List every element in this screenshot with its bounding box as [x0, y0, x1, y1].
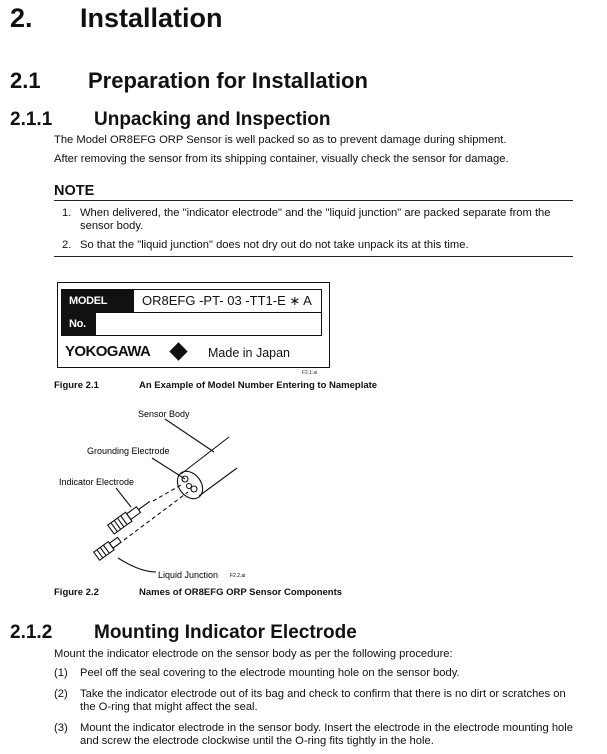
leader-line	[116, 488, 131, 507]
step-text: Take the indicator electrode out of its bag and check to confirm that there is no dirt or scratches on the O-ring that might affect the seal.	[80, 688, 566, 713]
note-bottom-rule	[54, 256, 573, 257]
figure-number: Figure 2.2	[54, 587, 99, 598]
note-top-rule	[54, 200, 573, 201]
note-title: NOTE	[54, 183, 95, 199]
brand-logo: YOKOGAWA	[65, 343, 151, 360]
procedure-step	[54, 722, 574, 748]
sensor-body-label: Sensor Body	[138, 409, 190, 419]
paragraph: The Model OR8EFG ORP Sensor is well packed so as to prevent damage during shipment.	[54, 134, 507, 146]
chapter-title: Installation	[80, 3, 223, 33]
subsection-title: Mounting Indicator Electrode	[94, 622, 357, 643]
step-number: (2)	[54, 688, 68, 700]
nameplate-number-row	[61, 312, 322, 336]
leader-line	[118, 558, 156, 572]
indicator-electrode-label: Indicator Electrode	[59, 477, 135, 487]
made-in-label: Made in Japan	[208, 346, 291, 360]
sensor-body-end	[172, 466, 208, 503]
step-number: (1)	[54, 667, 68, 679]
figure-ref: F2.1.ai	[302, 370, 318, 376]
sensor-body-edge	[181, 437, 229, 474]
model-value: OR8EFG -PT- 03 -TT1-E ∗ A	[142, 293, 312, 308]
grounding-electrode-label: Grounding Electrode	[87, 446, 170, 456]
paragraph: Mount the indicator electrode on the sensor body as per the following procedure:	[54, 648, 453, 660]
section-number: 2.1	[10, 68, 41, 93]
model-label: MODEL	[62, 290, 134, 312]
note-item-text: So that the "liquid junction" does not dry out do not take unpack its at this time.	[80, 239, 469, 251]
subsection-number: 2.1.1	[10, 109, 53, 130]
nameplate-model-row	[61, 289, 322, 313]
figure-ref: F2.2.ai	[230, 573, 246, 579]
leader-line	[165, 419, 214, 452]
note-item-number: 2.	[62, 239, 72, 251]
note-item-number: 1.	[62, 207, 72, 219]
subsection-number: 2.1.2	[10, 622, 53, 643]
procedure-step	[54, 688, 574, 714]
liquid-junction-label: Liquid Junction	[158, 570, 219, 580]
note-item	[62, 207, 573, 233]
figure-number: Figure 2.1	[54, 380, 99, 391]
electrode-hole	[187, 484, 192, 489]
liquid-junction	[94, 536, 123, 561]
section-title: Preparation for Installation	[88, 68, 368, 93]
note-item	[62, 239, 573, 252]
chapter-number: 2.	[10, 3, 33, 33]
procedure-step	[54, 667, 574, 680]
note-item-text: When delivered, the "indicator electrode" and the "liquid junction" are packed separate from the sensor body.	[80, 207, 551, 232]
sensor-body-edge	[199, 468, 237, 496]
paragraph: After removing the sensor from its shipping container, visually check the sensor for damage.	[54, 153, 509, 165]
step-text: Peel off the seal covering to the electrode mounting hole on the sensor body.	[80, 667, 460, 679]
sensor-diagram	[0, 400, 607, 585]
indicator-electrode	[108, 497, 153, 534]
subsection-title: Unpacking and Inspection	[94, 109, 331, 130]
figure-caption: Names of OR8EFG ORP Sensor Components	[139, 587, 343, 598]
leader-line	[152, 458, 185, 479]
step-text: Mount the indicator electrode in the sensor body. Insert the electrode in the electrode mounting hole and screw the electrode clockwise until the O-ring fits tightly in the hole.	[80, 722, 573, 747]
number-label: No.	[62, 313, 96, 335]
insertion-path	[153, 485, 181, 501]
step-number: (3)	[54, 722, 68, 734]
figure-caption: An Example of Model Number Entering to Nameplate	[139, 380, 378, 391]
